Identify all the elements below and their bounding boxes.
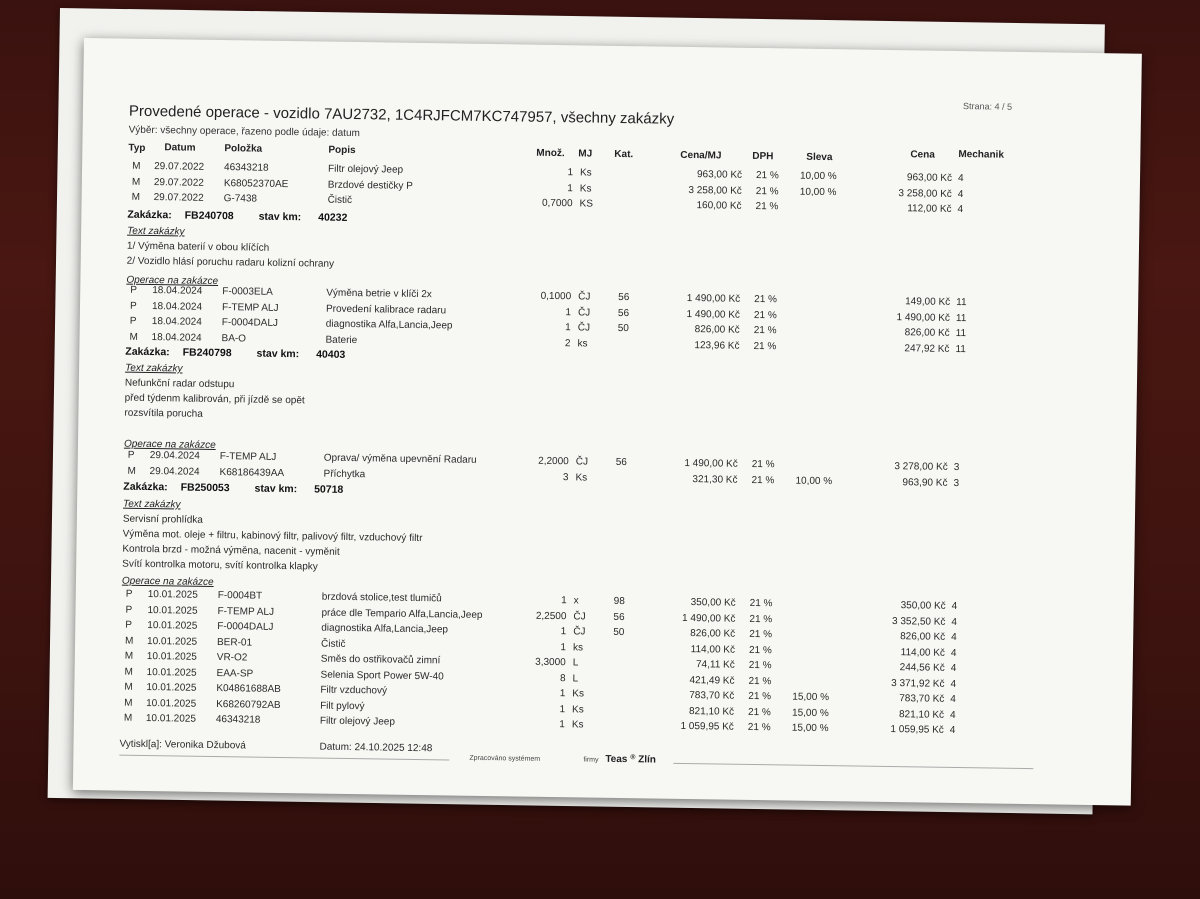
order-text-line: 1/ Výměna baterií v obou klíčích (126, 240, 270, 254)
cell-cena: 244,56 Kč (899, 662, 945, 674)
cell-mech: 11 (955, 312, 967, 324)
order-number: FB240708 (184, 209, 234, 223)
cell-mnoz: 1 (560, 626, 567, 638)
cell-dph: 21 % (747, 706, 771, 718)
cell-polozka: K04861688AB (216, 683, 281, 695)
cell-popis: Selenia Sport Power 5W-40 (320, 669, 444, 682)
cell-popis: Filtr olejový Jeep (327, 163, 404, 176)
cell-dph: 21 % (755, 185, 779, 197)
cell-cena: 963,00 Kč (906, 172, 953, 184)
cell-sleva: 15,00 % (791, 707, 829, 719)
cell-cena: 114,00 Kč (900, 646, 946, 659)
cell-mnoz: 3 (562, 471, 569, 483)
cell-cena: 112,00 Kč (907, 203, 952, 215)
cell-polozka: F-0004BT (217, 590, 263, 602)
cell-cena-mj: 821,10 Kč (688, 705, 735, 718)
cell-popis: diagnostika Alfa,Lancia,Jeep (321, 622, 449, 636)
page-number: Strana: 4 / 5 (963, 101, 1013, 112)
order-text-line: Svítí kontrolka motoru, svítí kontrolka klapky (122, 558, 318, 573)
cell-polozka: VR-O2 (216, 652, 248, 664)
cell-datum: 10.01.2025 (146, 635, 198, 648)
cell-typ: M (124, 681, 133, 693)
order-number: FB240798 (182, 346, 232, 360)
order-text-line: Nefunkční radar odstupu (124, 377, 235, 391)
cell-sleva (793, 630, 853, 631)
col-polozka: Položka (224, 143, 263, 155)
cell-mj: Ks (572, 703, 584, 715)
cell-sleva (800, 202, 860, 203)
cell-cena: 821,10 Kč (898, 708, 945, 721)
cell-cena: 963,90 Kč (902, 476, 948, 489)
cell-popis: Filtr vzduchový (320, 684, 388, 697)
cell-cena-mj: 1 490,00 Kč (686, 292, 741, 305)
cell-dph: 21 % (751, 458, 775, 471)
cell-popis: brzdová stolice,test tlumičů (321, 591, 442, 605)
cell-dph: 21 % (748, 690, 772, 703)
cell-popis: Oprava/ výměna upevnění Radaru (323, 452, 477, 466)
cell-mnoz: 1 (560, 641, 567, 653)
cell-popis: Baterie (325, 334, 358, 346)
col-datum: Datum (164, 142, 196, 154)
cell-sleva (793, 676, 853, 677)
cell-cena: 1 059,95 Kč (890, 724, 944, 736)
cell-sleva: 10,00 % (799, 170, 837, 183)
cell-popis: Filtr olejový Jeep (319, 715, 395, 728)
cell-typ: P (125, 604, 133, 616)
cell-sleva: 10,00 % (799, 186, 837, 198)
cell-cena-mj: 74,11 Kč (695, 659, 735, 671)
cell-typ: M (124, 697, 133, 709)
cell-cena-mj: 826,00 Kč (694, 324, 740, 336)
cell-sleva (798, 295, 858, 296)
cell-cena-mj: 160,00 Kč (696, 200, 742, 212)
cell-polozka: K68260792AB (216, 698, 281, 711)
cell-typ: P (125, 619, 133, 631)
cell-cena: 3 278,00 Kč (894, 461, 948, 473)
cell-mech: 11 (955, 343, 966, 355)
col-dph: DPH (752, 150, 774, 163)
cell-cena-mj: 350,00 Kč (690, 597, 736, 609)
cell-mj: ČJ (573, 626, 586, 638)
cell-datum: 18.04.2024 (151, 300, 203, 313)
cell-mech: 11 (955, 327, 967, 340)
km-label: stav km: (258, 210, 302, 224)
km-label: stav km: (256, 347, 300, 361)
cell-mnoz: 1 (567, 182, 573, 194)
cell-datum: 10.01.2025 (147, 620, 198, 632)
order-text-heading-3: Text zakázky (123, 498, 181, 511)
cell-popis: Brzdové destičky P (327, 179, 413, 192)
cell-cena-mj: 1 490,00 Kč (684, 457, 738, 470)
cell-mech: 4 (951, 616, 958, 628)
cell-datum: 10.01.2025 (147, 604, 198, 617)
cell-mech: 11 (956, 296, 967, 309)
brand-city: Zlín (638, 754, 657, 766)
cell-mnoz: 3,3000 (535, 656, 566, 669)
cell-dph: 21 % (748, 659, 772, 672)
cell-sleva (794, 599, 854, 600)
cell-polozka: 46343218 (215, 714, 261, 726)
cell-mj: ks (577, 337, 588, 350)
order-text-line: Kontrola brzd - možná výměna, nacenit - vyměnit (122, 543, 340, 558)
order-text-line: Výměna mot. oleje + filtru, kabinový filtr, palivový filtr, vzduchový filtr (122, 528, 423, 545)
cell-popis: Příchytka (323, 468, 366, 480)
order-text-line: Servisní prohlídka (122, 513, 203, 526)
cell-typ: M (123, 712, 133, 724)
cell-mnoz: 8 (559, 672, 566, 684)
cell-popis: Čistič (320, 638, 346, 650)
cell-typ: M (124, 650, 134, 662)
cell-mech: 4 (951, 600, 958, 613)
operations-heading-1: Operace na zakázce (126, 274, 219, 288)
cell-mech: 4 (957, 172, 964, 185)
cell-kat: 56 (615, 456, 627, 469)
cell-datum: 10.01.2025 (146, 681, 197, 694)
cell-polozka: G-7438 (223, 193, 258, 205)
cell-polozka: BER-01 (216, 636, 253, 649)
cell-typ: M (132, 160, 141, 172)
cell-typ: M (127, 465, 137, 477)
cell-mnoz: 2 (564, 337, 571, 349)
cell-mj: L (572, 672, 579, 684)
cell-mnoz: 2,2500 (535, 610, 567, 622)
cell-kat: 50 (617, 322, 629, 335)
cell-cena-mj: 421,49 Kč (689, 674, 735, 687)
cell-datum: 29.07.2022 (153, 176, 205, 189)
col-cena-mj: Cena/MJ (680, 149, 722, 162)
registered-icon: ® (630, 754, 636, 762)
cell-dph: 21 % (748, 644, 772, 656)
col-mnoz: Množ. (536, 147, 565, 160)
cell-cena-mj: 963,00 Kč (696, 169, 743, 181)
cell-popis: práce dle Tempario Alfa,Lancia,Jeep (321, 607, 483, 621)
col-sleva: Sleva (806, 151, 833, 164)
cell-mj: Ks (579, 182, 592, 195)
cell-kat: 98 (613, 595, 625, 608)
cell-cena: 3 258,00 Kč (898, 187, 952, 200)
order-label: Zakázka: (127, 208, 172, 222)
cell-mj: ČJ (575, 456, 589, 468)
report-filter: Výběr: všechny operace, řazeno podle údaje: datum (128, 124, 360, 140)
cell-kat: 56 (617, 307, 630, 319)
order-text-heading-2: Text zakázky (125, 362, 183, 375)
cell-cena: 3 352,50 Kč (891, 615, 946, 628)
cell-cena: 3 371,92 Kč (891, 677, 945, 690)
cell-polozka: 46343218 (224, 162, 269, 174)
cell-kat: 56 (613, 611, 625, 623)
cell-mj: ČJ (578, 291, 591, 303)
printed-by: Vytiskl[a]: Veronika Džubová (119, 738, 246, 752)
cell-sleva (798, 326, 858, 327)
order-line-1 (127, 209, 347, 224)
cell-mj: ČJ (573, 610, 586, 623)
cell-mnoz: 0,1000 (540, 290, 572, 303)
cell-cena-mj: 321,30 Kč (692, 473, 738, 486)
firm-label: firmy (583, 756, 599, 764)
cell-polozka: EAA-SP (216, 667, 254, 680)
cell-mj: Ks (571, 719, 584, 731)
footer-rule-right (673, 763, 1033, 769)
cell-mj: ks (572, 641, 584, 653)
footer-rule-left (119, 755, 449, 761)
km-value: 40232 (318, 211, 348, 224)
cell-polozka: F-TEMP ALJ (217, 605, 275, 618)
cell-mech: 4 (949, 709, 956, 721)
cell-mech: 4 (951, 631, 957, 644)
cell-polozka: K68052370AE (223, 177, 289, 190)
cell-sleva (798, 310, 858, 311)
col-typ: Typ (128, 142, 146, 154)
operations-heading-2: Operace na zakázce (123, 438, 216, 451)
cell-sleva (793, 661, 853, 662)
cell-mech: 4 (950, 647, 957, 659)
cell-dph: 21 % (751, 474, 775, 486)
cell-mech: 3 (953, 477, 960, 489)
order-text-line: rozsvítila porucha (124, 407, 203, 420)
cell-popis: Výměna betrie v klíči 2x (326, 287, 432, 301)
cell-dph: 21 % (749, 613, 773, 625)
cell-mnoz: 1 (565, 306, 572, 318)
cell-cena-mj: 123,96 Kč (694, 339, 740, 352)
cell-mech: 4 (950, 662, 957, 675)
report-page (73, 38, 1142, 806)
cell-dph: 21 % (755, 200, 779, 213)
cell-mnoz: 1 (559, 703, 566, 715)
cell-popis: diagnostika Alfa,Lancia,Jeep (325, 318, 453, 332)
cell-dph: 21 % (749, 628, 773, 641)
cell-cena: 350,00 Kč (900, 600, 946, 612)
cell-typ: P (129, 300, 137, 312)
cell-cena-mj: 783,70 Kč (689, 690, 735, 702)
cell-mj: Ks (575, 471, 588, 484)
cell-mnoz: 1 (559, 688, 566, 700)
brand-teas: Teas (605, 753, 628, 766)
cell-mnoz: 1 (565, 322, 571, 334)
cell-typ: P (129, 315, 137, 327)
cell-datum: 10.01.2025 (146, 651, 197, 663)
col-kat: Kat. (614, 148, 634, 161)
col-mj: MJ (578, 148, 593, 160)
cell-datum: 10.01.2025 (146, 666, 197, 679)
cell-dph: 21 % (753, 309, 777, 321)
cell-polozka: F-0004DALJ (217, 621, 274, 633)
cell-popis: Směs do ostřikovačů zimní (320, 653, 441, 667)
cell-sleva (796, 460, 856, 461)
cell-mj: ČJ (577, 322, 591, 334)
cell-typ: M (131, 191, 141, 203)
cell-popis: Čistič (327, 194, 353, 206)
order-line-3 (123, 481, 343, 496)
cell-dph: 21 % (753, 324, 777, 337)
col-popis: Popis (328, 144, 356, 157)
cell-kat: 50 (613, 626, 625, 639)
cell-mech: 4 (950, 693, 956, 706)
cell-mnoz: 1 (559, 719, 565, 731)
cell-cena: 783,70 Kč (899, 693, 945, 705)
brand-name (605, 754, 656, 766)
cell-mj: ČJ (577, 306, 591, 319)
order-line-2 (125, 346, 345, 361)
cell-cena: 1 490,00 Kč (896, 311, 951, 324)
cell-datum: 10.01.2025 (147, 589, 198, 601)
cell-sleva (798, 341, 858, 342)
cell-dph: 21 % (753, 340, 777, 352)
col-mechanik: Mechanik (958, 148, 1005, 161)
cell-mech: 4 (957, 188, 964, 200)
order-text-heading-1: Text zakázky (127, 225, 185, 238)
cell-polozka: F-0004DALJ (221, 317, 279, 329)
cell-mj: Ks (579, 167, 592, 179)
cell-dph: 21 % (749, 597, 773, 610)
cell-dph: 21 % (747, 721, 771, 734)
cell-mech: 4 (950, 678, 957, 690)
cell-popis: Provedení kalibrace radaru (325, 303, 447, 316)
cell-datum: 18.04.2024 (152, 285, 203, 297)
cell-dph: 21 % (748, 675, 772, 687)
cell-datum: 10.01.2025 (145, 712, 197, 725)
cell-datum: 29.07.2022 (153, 192, 204, 204)
cell-cena-mj: 1 059,95 Kč (680, 720, 734, 733)
cell-typ: P (127, 449, 135, 461)
cell-cena-mj: 114,00 Kč (690, 643, 736, 656)
cell-dph: 21 % (755, 169, 779, 182)
cell-mnoz: 1 (561, 595, 567, 607)
cell-datum: 29.04.2024 (149, 450, 200, 462)
order-label: Zakázka: (123, 480, 168, 494)
cell-mj: Ks (572, 688, 585, 700)
cell-sleva (793, 645, 853, 646)
cell-kat: 56 (618, 291, 630, 304)
cell-mj: KS (579, 198, 594, 210)
cell-dph: 21 % (754, 293, 778, 306)
cell-cena-mj: 3 258,00 Kč (688, 184, 742, 197)
km-value: 40403 (316, 348, 346, 361)
cell-mech: 3 (953, 461, 960, 474)
cell-typ: P (125, 588, 133, 600)
cell-polozka: K68186439AA (219, 466, 285, 479)
cell-polozka: F-0003ELA (222, 286, 273, 298)
cell-typ: M (131, 176, 141, 188)
cell-typ: M (124, 666, 134, 678)
cell-polozka: F-TEMP ALJ (221, 301, 279, 314)
cell-cena-mj: 1 490,00 Kč (682, 612, 736, 625)
cell-datum: 10.01.2025 (146, 697, 197, 710)
operations-heading-3: Operace na zakázce (121, 575, 214, 588)
cell-sleva: 15,00 % (792, 691, 830, 704)
print-date: Datum: 24.10.2025 12:48 (319, 741, 433, 755)
cell-datum: 29.04.2024 (149, 465, 200, 478)
cell-popis: Filt pylový (320, 700, 365, 712)
cell-typ: M (129, 331, 138, 343)
cell-cena-mj: 826,00 Kč (690, 628, 736, 640)
order-label: Zakázka: (125, 345, 170, 359)
cell-cena: 826,00 Kč (900, 631, 946, 643)
km-label: stav km: (254, 482, 298, 496)
cell-mnoz: 2,2000 (538, 455, 569, 468)
report-title: Provedené operace - vozidlo 7AU2732, 1C4RJFCM7KC747957, všechny zakázky (128, 102, 675, 128)
cell-mech: 4 (957, 203, 964, 216)
processed-by-label: Zpracováno systémem (469, 754, 541, 763)
order-text-line: před týdenm kalibrován, při jízdě se opět (124, 392, 305, 407)
cell-typ: M (124, 635, 134, 647)
cell-mnoz: 1 (567, 167, 574, 179)
order-text-line: 2/ Vozidlo hlásí poruchu radaru kolizní ochrany (126, 255, 335, 270)
cell-polozka: F-TEMP ALJ (219, 451, 277, 463)
cell-mj: L (572, 657, 579, 669)
cell-datum: 18.04.2024 (151, 316, 202, 328)
cell-cena: 149,00 Kč (905, 296, 951, 308)
col-cena: Cena (910, 149, 935, 161)
cell-typ: P (130, 284, 138, 296)
cell-polozka: BA-O (221, 332, 247, 344)
cell-cena-mj: 1 490,00 Kč (686, 308, 741, 321)
cell-mnoz: 0,7000 (541, 197, 573, 210)
cell-sleva (794, 614, 854, 615)
cell-mj: x (573, 595, 579, 607)
cell-datum: 18.04.2024 (151, 331, 202, 344)
cell-cena: 826,00 Kč (904, 327, 950, 339)
cell-cena: 247,92 Kč (904, 342, 950, 355)
cell-datum: 29.07.2022 (154, 161, 205, 173)
cell-sleva: 15,00 % (791, 722, 829, 735)
order-number: FB250053 (180, 481, 230, 495)
cell-mech: 4 (949, 724, 956, 737)
km-value: 50718 (314, 483, 344, 496)
cell-sleva: 10,00 % (795, 475, 833, 487)
